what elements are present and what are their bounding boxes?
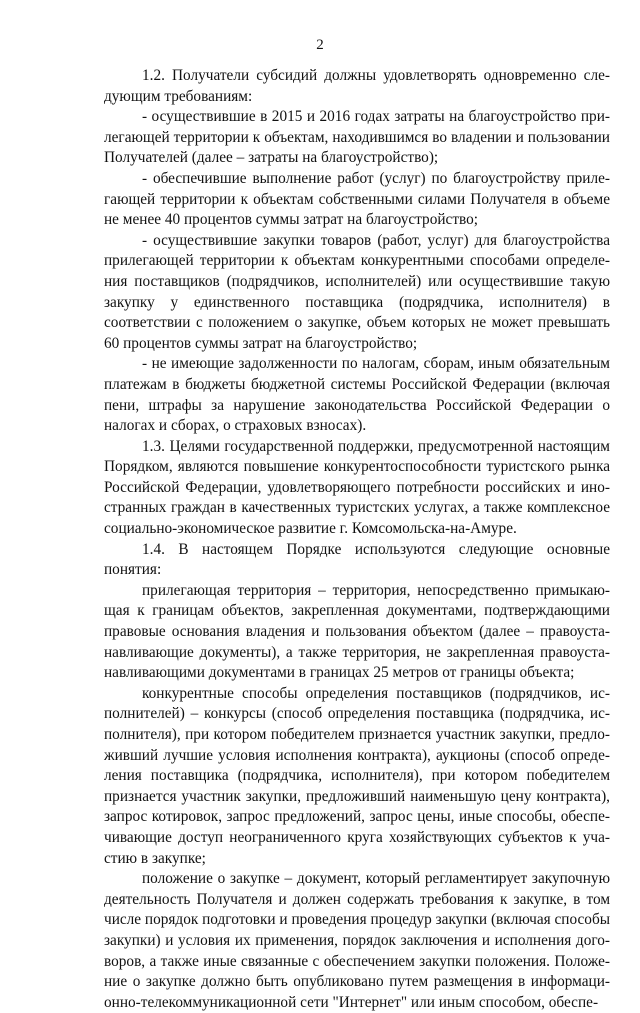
page-number: 2 — [316, 37, 324, 53]
paragraph-1-4-terms: 1.4. В настоящем Порядке используются следующие основные понятия: — [104, 540, 610, 579]
paragraph-requirement-procurement: - осуществившие закупки товаров (работ, услуг) для благоустройства прилегающей территории к объектам конкурентными способами определения поставщиков (подрядчиков, исполнителей) или осуществившие такую закупку у единственного поставщика (подрядчика, исполнителя) в соответствии с положением о закупке, объем которых не может превышать 60 процентов суммы затрат на благоустройство; — [104, 231, 610, 352]
paragraph-term-procurement-regulation: положение о закупке – документ, который регламентирует закупочную деятельность Получателя и должен содержать требования к закупке, в том числе порядок подготовки и проведения процедур закупки (включая способы закупки) и условия их применения, порядок заключения и исполнения договоров, а также иные связанные с обеспечением закупки положения. Положение о закупке должно быть опубликовано путем размещения в информационно-телекоммуникационной сети "Интернет" или иным способом, обеспе- — [104, 870, 611, 1011]
document-body — [104, 66, 610, 1013]
paragraph-requirement-no-debt: - не имеющие задолженности по налогам, сборам, иным обязательным платежам в бюджеты бюджетной системы Российской Федерации (включая пени, штрафы за нарушение законодательства Российской Федерации о налогах и сборах, о страховых взносах). — [104, 355, 610, 435]
paragraph-term-competitive-methods: конкурентные способы определения поставщиков (подрядчиков, исполнителей) – конкурсы (способ определения поставщика (подрядчика, исполнителя), при котором победителем признается участник закупки, предложивший лучшие условия исполнения контракта), аукционы (способ определения поставщика (подрядчика, исполнителя), при котором победителем признается участник закупки, предложивший наименьшую цену контракта), запрос котировок, запрос предложений, запрос цены, иные способы, обеспечивающие доступ неограниченного круга хозяйствующих субъектов к участию в закупке; — [104, 684, 610, 867]
paragraph-1-3-goals: 1.3. Целями государственной поддержки, предусмотренной настоящим Порядком, являются повышение конкурентоспособности туристского рынка Российской Федерации, удовлетворяющего потребности российских и иностранных граждан в качественных туристских услугах, а также комплексное социально-экономическое развитие г. Комсомольска-на-Амуре. — [104, 437, 610, 538]
paragraph-term-adjacent-territory: прилегающая территория – территория, непосредственно примыкающая к границам объектов, закрепленная документами, подтверждающими правовые основания владения и пользования объектом (далее – правоустанавливающие документы), а также территория, не закрепленная правоустанавливающими документами в границах 25 метров от границы объекта; — [104, 581, 610, 682]
paragraph-requirement-own-works: - обеспечившие выполнение работ (услуг) по благоустройству прилегающей территории к объектам собственными силами Получателя в объеме не менее 40 процентов суммы затрат на благоустройство; — [104, 169, 610, 229]
paragraph-1-2-intro: 1.2. Получатели субсидий должны удовлетворять одновременно следующим требованиям: — [104, 67, 610, 105]
paragraph-requirement-costs: - осуществившие в 2015 и 2016 годах затраты на благоустройство прилегающей территории к объектам, находившимся во владении и пользовании Получателей (далее – затраты на благоустройство); — [104, 108, 610, 167]
